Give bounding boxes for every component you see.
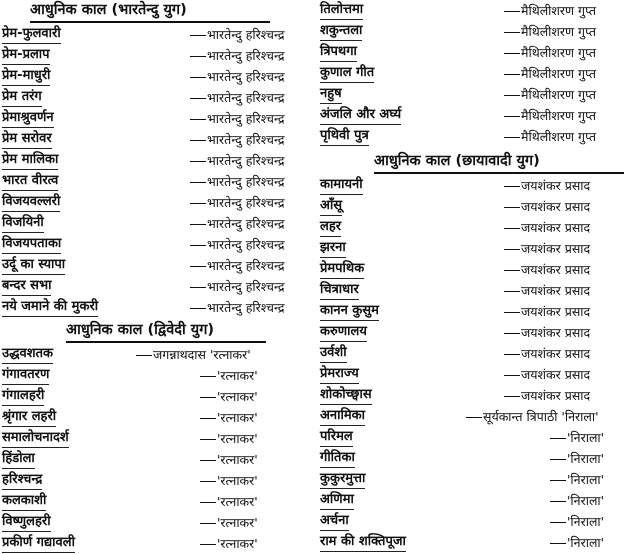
author-credit bbox=[190, 87, 284, 108]
list-item bbox=[2, 512, 314, 533]
work-title: आँसू bbox=[320, 196, 342, 216]
dash-separator bbox=[190, 35, 206, 36]
work-title: भारत वीरत्व bbox=[2, 171, 58, 191]
author-credit bbox=[550, 448, 604, 469]
entry-list bbox=[320, 406, 631, 553]
list-item bbox=[320, 196, 631, 217]
work-title: विजयपताका bbox=[2, 234, 61, 254]
author-name: जयशंकर प्रसाद bbox=[521, 262, 591, 277]
list-item bbox=[320, 448, 631, 469]
list-item bbox=[2, 150, 314, 171]
author-credit bbox=[136, 344, 251, 365]
work-title: नये जमाने की मुकरी bbox=[2, 297, 98, 317]
entry-list bbox=[2, 24, 314, 318]
dash-separator bbox=[200, 523, 216, 524]
work-title: प्रेमाश्रुवर्णन bbox=[2, 108, 54, 128]
list-item bbox=[2, 428, 314, 449]
dash-separator bbox=[190, 161, 206, 162]
section-heading: आधुनिक काल (छायावादी युग) bbox=[374, 151, 624, 174]
list-item bbox=[2, 449, 314, 470]
author-credit bbox=[200, 449, 258, 470]
author-name: 'रत्नाकर' bbox=[217, 536, 258, 551]
work-title: विजयिनी bbox=[2, 213, 44, 233]
author-name: भारतेन्दु हरिश्चन्द्र bbox=[207, 300, 285, 315]
author-credit bbox=[504, 0, 596, 21]
author-credit bbox=[504, 322, 590, 343]
author-credit bbox=[190, 255, 284, 276]
author-credit bbox=[504, 126, 596, 147]
dash-separator bbox=[200, 481, 216, 482]
author-credit bbox=[190, 66, 284, 87]
list-item bbox=[2, 171, 314, 192]
author-name: भारतेन्दु हरिश्चन्द्र bbox=[207, 174, 285, 189]
author-name: जगन्नाथदास 'रत्नाकर' bbox=[153, 347, 251, 362]
dash-separator bbox=[504, 53, 520, 54]
work-title: उर्वशी bbox=[320, 343, 347, 363]
author-name: भारतेन्दु हरिश्चन्द्र bbox=[207, 153, 285, 168]
work-title: अर्चना bbox=[320, 511, 349, 531]
dash-separator bbox=[550, 543, 566, 544]
author-name: 'रत्नाकर' bbox=[217, 494, 258, 509]
author-credit bbox=[504, 238, 590, 259]
author-credit bbox=[190, 108, 284, 129]
author-name: जयशंकर प्रसाद bbox=[521, 304, 591, 319]
author-credit bbox=[504, 301, 590, 322]
work-title: प्रेम-माधुरी bbox=[2, 66, 50, 86]
dash-separator bbox=[200, 544, 216, 545]
dash-separator bbox=[504, 249, 520, 250]
section-heading: आधुनिक काल (भारतेन्दु युग) bbox=[30, 0, 270, 23]
list-item bbox=[2, 192, 314, 213]
author-credit bbox=[466, 406, 599, 427]
dash-separator bbox=[190, 308, 206, 309]
author-credit bbox=[504, 280, 590, 301]
dash-separator bbox=[504, 137, 520, 138]
author-credit bbox=[190, 297, 284, 318]
dash-separator bbox=[190, 56, 206, 57]
author-credit bbox=[504, 364, 590, 385]
list-item bbox=[2, 276, 314, 297]
list-item bbox=[320, 217, 631, 238]
author-credit bbox=[550, 511, 604, 532]
list-item bbox=[2, 108, 314, 129]
work-title: प्रेम-फुलवारी bbox=[2, 24, 61, 44]
author-name: मैथिलीशरण गुप्त bbox=[521, 129, 597, 144]
dash-separator bbox=[200, 460, 216, 461]
author-name: जयशंकर प्रसाद bbox=[521, 283, 591, 298]
list-item bbox=[320, 385, 631, 406]
author-name: जयशंकर प्रसाद bbox=[521, 388, 591, 403]
work-title: लहर bbox=[320, 217, 341, 237]
list-item bbox=[2, 234, 314, 255]
author-name: मैथिलीशरण गुप्त bbox=[521, 24, 597, 39]
author-name: भारतेन्दु हरिश्चन्द्र bbox=[207, 132, 285, 147]
dash-separator bbox=[504, 74, 520, 75]
dash-separator bbox=[504, 228, 520, 229]
work-title: करुणालय bbox=[320, 322, 367, 342]
author-name: 'रत्नाकर' bbox=[217, 410, 258, 425]
dash-separator bbox=[504, 11, 520, 12]
author-credit bbox=[504, 42, 596, 63]
list-item bbox=[320, 21, 631, 42]
author-credit bbox=[190, 276, 284, 297]
work-title: प्रेम मालिका bbox=[2, 150, 58, 170]
list-item bbox=[320, 427, 631, 448]
author-credit bbox=[504, 217, 590, 238]
author-name: 'रत्नाकर' bbox=[217, 431, 258, 446]
list-item bbox=[2, 24, 314, 45]
work-title: राम की शक्तिपूजा bbox=[320, 532, 406, 552]
author-name: 'निराला' bbox=[567, 472, 605, 487]
author-name: 'निराला' bbox=[567, 430, 605, 445]
dash-separator bbox=[190, 266, 206, 267]
work-title: श्रृंगार लहरी bbox=[2, 407, 56, 427]
author-name: भारतेन्दु हरिश्चन्द्र bbox=[207, 27, 285, 42]
author-credit bbox=[550, 427, 604, 448]
author-credit bbox=[200, 386, 258, 407]
author-credit bbox=[550, 532, 604, 553]
dash-separator bbox=[504, 291, 520, 292]
list-item bbox=[320, 259, 631, 280]
work-title: अंजलि और अर्घ्य bbox=[320, 105, 401, 125]
author-name: मैथिलीशरण गुप्त bbox=[521, 3, 597, 18]
entry-list bbox=[2, 344, 314, 554]
dash-separator bbox=[200, 439, 216, 440]
work-title: हरिश्चन्द्र bbox=[2, 470, 42, 490]
list-item bbox=[320, 511, 631, 532]
dash-separator bbox=[504, 333, 520, 334]
work-title: नहुष bbox=[320, 84, 342, 104]
list-item bbox=[2, 470, 314, 491]
author-credit bbox=[190, 45, 284, 66]
list-item bbox=[2, 66, 314, 87]
list-item bbox=[2, 87, 314, 108]
author-credit bbox=[200, 512, 258, 533]
author-name: 'निराला' bbox=[567, 493, 605, 508]
author-credit bbox=[200, 365, 258, 386]
author-credit bbox=[190, 192, 284, 213]
author-name: 'रत्नाकर' bbox=[217, 473, 258, 488]
work-title: गंगालहरी bbox=[2, 386, 44, 406]
author-name: 'रत्नाकर' bbox=[217, 452, 258, 467]
dash-separator bbox=[190, 245, 206, 246]
entry-list bbox=[320, 175, 631, 406]
author-credit bbox=[200, 428, 258, 449]
author-name: सूर्यकान्त त्रिपाठी 'निराला' bbox=[483, 409, 599, 424]
work-title: प्रेम तरंग bbox=[2, 87, 42, 107]
work-title: अणिमा bbox=[320, 490, 354, 510]
work-title: प्रकीर्ण गद्यावली bbox=[2, 533, 75, 553]
work-title: बन्दर सभा bbox=[2, 276, 51, 296]
dash-separator bbox=[504, 270, 520, 271]
author-name: जयशंकर प्रसाद bbox=[521, 220, 591, 235]
list-item bbox=[320, 0, 631, 21]
dash-separator bbox=[136, 355, 152, 356]
work-title: त्रिपथगा bbox=[320, 42, 357, 62]
list-item bbox=[2, 491, 314, 512]
dash-separator bbox=[550, 459, 566, 460]
author-name: जयशंकर प्रसाद bbox=[521, 346, 591, 361]
list-item bbox=[320, 490, 631, 511]
author-name: भारतेन्दु हरिश्चन्द्र bbox=[207, 111, 285, 126]
list-item bbox=[2, 407, 314, 428]
author-name: जयशंकर प्रसाद bbox=[521, 178, 591, 193]
list-item bbox=[320, 238, 631, 259]
author-credit bbox=[504, 105, 596, 126]
list-item bbox=[320, 105, 631, 126]
dash-separator bbox=[466, 417, 482, 418]
work-title: गंगावतरण bbox=[2, 365, 49, 385]
work-title: प्रेम सरोवर bbox=[2, 129, 52, 149]
dash-separator bbox=[200, 376, 216, 377]
entry-list bbox=[320, 0, 631, 147]
author-name: भारतेन्दु हरिश्चन्द्र bbox=[207, 69, 285, 84]
author-name: जयशंकर प्रसाद bbox=[521, 367, 591, 382]
author-credit bbox=[550, 469, 604, 490]
left-column bbox=[2, 0, 314, 554]
work-title: गीतिका bbox=[320, 448, 355, 468]
dash-separator bbox=[504, 396, 520, 397]
right-column bbox=[320, 0, 631, 553]
dash-separator bbox=[504, 354, 520, 355]
author-name: भारतेन्दु हरिश्चन्द्र bbox=[207, 279, 285, 294]
list-item bbox=[320, 343, 631, 364]
dash-separator bbox=[200, 397, 216, 398]
author-credit bbox=[504, 343, 590, 364]
author-credit bbox=[190, 129, 284, 150]
author-credit bbox=[190, 24, 284, 45]
dash-separator bbox=[200, 502, 216, 503]
author-credit bbox=[504, 385, 590, 406]
list-item bbox=[320, 175, 631, 196]
work-title: चित्राधार bbox=[320, 280, 359, 300]
list-item bbox=[320, 532, 631, 553]
work-title: कुकुरमुत्ता bbox=[320, 469, 365, 489]
author-credit bbox=[504, 63, 596, 84]
work-title: उर्दू का स्यापा bbox=[2, 255, 65, 275]
dash-separator bbox=[190, 77, 206, 78]
list-item bbox=[2, 45, 314, 66]
work-title: विजयवल्लरी bbox=[2, 192, 60, 212]
author-name: भारतेन्दु हरिश्चन्द्र bbox=[207, 90, 285, 105]
author-name: 'रत्नाकर' bbox=[217, 368, 258, 383]
dash-separator bbox=[190, 203, 206, 204]
author-name: 'रत्नाकर' bbox=[217, 515, 258, 530]
dash-separator bbox=[190, 140, 206, 141]
list-item bbox=[2, 344, 314, 365]
author-credit bbox=[504, 175, 590, 196]
author-name: जयशंकर प्रसाद bbox=[521, 241, 591, 256]
dash-separator bbox=[190, 287, 206, 288]
list-item bbox=[320, 301, 631, 322]
list-item bbox=[320, 42, 631, 63]
author-credit bbox=[504, 84, 596, 105]
author-credit bbox=[504, 196, 590, 217]
work-title: कलकाशी bbox=[2, 491, 46, 511]
list-item bbox=[320, 406, 631, 427]
work-title: अनामिका bbox=[320, 406, 365, 426]
list-item bbox=[320, 322, 631, 343]
author-name: जयशंकर प्रसाद bbox=[521, 199, 591, 214]
author-credit bbox=[200, 470, 258, 491]
list-item bbox=[2, 129, 314, 150]
author-name: मैथिलीशरण गुप्त bbox=[521, 66, 597, 81]
dash-separator bbox=[550, 501, 566, 502]
work-title: समालोचनादर्श bbox=[2, 428, 69, 448]
work-title: शकुन्तला bbox=[320, 21, 362, 41]
list-item bbox=[320, 280, 631, 301]
list-item bbox=[2, 386, 314, 407]
author-name: भारतेन्दु हरिश्चन्द्र bbox=[207, 237, 285, 252]
author-name: मैथिलीशरण गुप्त bbox=[521, 87, 597, 102]
section-heading: आधुनिक काल (द्विवेदी युग) bbox=[66, 320, 266, 343]
work-title: तिलोत्तमा bbox=[320, 0, 363, 20]
author-credit bbox=[550, 490, 604, 511]
work-title: पृथिवी पुत्र bbox=[320, 126, 369, 146]
author-credit bbox=[504, 21, 596, 42]
work-title: उद्धवशतक bbox=[2, 344, 53, 364]
work-title: विष्णुलहरी bbox=[2, 512, 51, 532]
author-name: भारतेन्दु हरिश्चन्द्र bbox=[207, 195, 285, 210]
list-item bbox=[2, 297, 314, 318]
author-credit bbox=[190, 213, 284, 234]
author-credit bbox=[200, 407, 258, 428]
work-title: कानन कुसुम bbox=[320, 301, 379, 321]
list-item bbox=[320, 469, 631, 490]
dash-separator bbox=[504, 312, 520, 313]
dash-separator bbox=[504, 207, 520, 208]
dash-separator bbox=[550, 522, 566, 523]
dash-separator bbox=[190, 119, 206, 120]
work-title: झरना bbox=[320, 238, 346, 258]
author-credit bbox=[190, 234, 284, 255]
author-credit bbox=[190, 150, 284, 171]
work-title: प्रेमराज्य bbox=[320, 364, 359, 384]
work-title: परिमल bbox=[320, 427, 353, 447]
work-title: कुणाल गीत bbox=[320, 63, 374, 83]
dash-separator bbox=[504, 116, 520, 117]
dash-separator bbox=[504, 32, 520, 33]
list-item bbox=[2, 213, 314, 234]
list-item bbox=[320, 364, 631, 385]
dash-separator bbox=[200, 418, 216, 419]
author-name: मैथिलीशरण गुप्त bbox=[521, 108, 597, 123]
dash-separator bbox=[190, 182, 206, 183]
list-item bbox=[2, 365, 314, 386]
dash-separator bbox=[190, 224, 206, 225]
work-title: प्रेम-प्रलाप bbox=[2, 45, 50, 65]
author-name: 'निराला' bbox=[567, 514, 605, 529]
author-credit bbox=[190, 171, 284, 192]
list-item bbox=[320, 126, 631, 147]
author-name: जयशंकर प्रसाद bbox=[521, 325, 591, 340]
author-name: भारतेन्दु हरिश्चन्द्र bbox=[207, 216, 285, 231]
work-title: हिंडोला bbox=[2, 449, 35, 469]
dash-separator bbox=[504, 186, 520, 187]
author-name: 'निराला' bbox=[567, 535, 605, 550]
dash-separator bbox=[190, 98, 206, 99]
author-name: 'निराला' bbox=[567, 451, 605, 466]
list-item bbox=[320, 63, 631, 84]
list-item bbox=[320, 84, 631, 105]
author-name: भारतेन्दु हरिश्चन्द्र bbox=[207, 258, 285, 273]
list-item bbox=[2, 255, 314, 276]
author-name: भारतेन्दु हरिश्चन्द्र bbox=[207, 48, 285, 63]
author-name: मैथिलीशरण गुप्त bbox=[521, 45, 597, 60]
work-title: शोकोच्छ्वास bbox=[320, 385, 372, 405]
dash-separator bbox=[550, 480, 566, 481]
work-title: प्रेमपथिक bbox=[320, 259, 364, 279]
author-credit bbox=[504, 259, 590, 280]
dash-separator bbox=[550, 438, 566, 439]
work-title: कामायनी bbox=[320, 175, 363, 195]
author-credit bbox=[200, 491, 258, 512]
author-name: 'रत्नाकर' bbox=[217, 389, 258, 404]
dash-separator bbox=[504, 375, 520, 376]
dash-separator bbox=[504, 95, 520, 96]
